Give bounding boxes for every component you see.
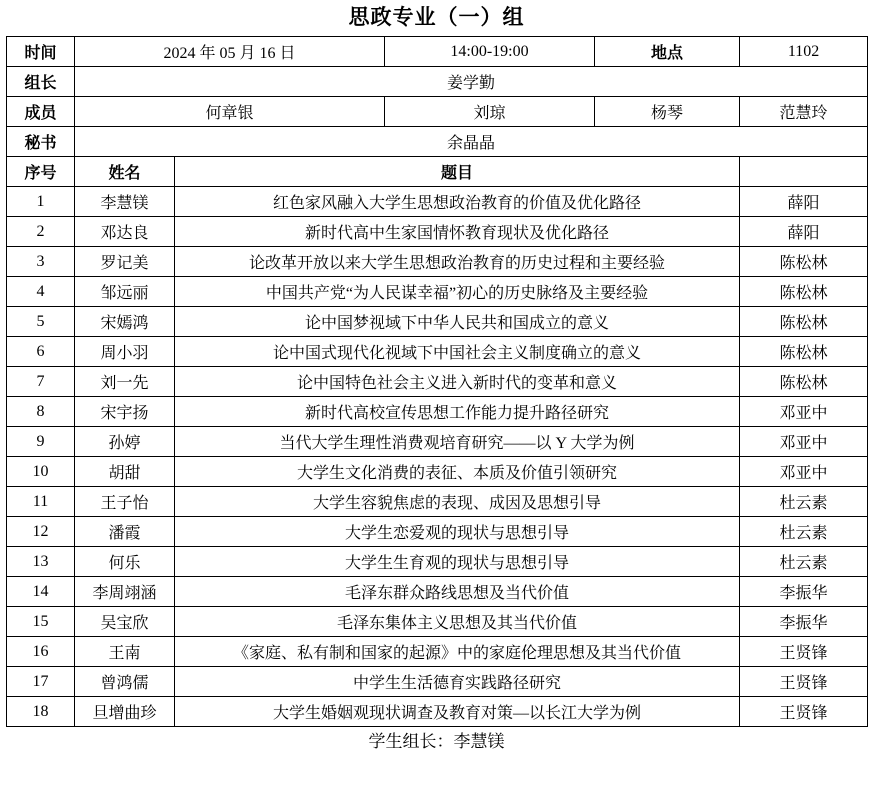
page-title: 思政专业（一）组 <box>348 5 525 29</box>
column-header-name: 姓名 <box>75 157 175 187</box>
table-row <box>7 397 868 427</box>
date-value: 2024 年 05 月 16 日 <box>75 37 385 67</box>
column-header-topic: 题目 <box>175 157 740 187</box>
row-index: 8 <box>7 397 75 427</box>
table-row-leader <box>7 67 868 97</box>
place-label: 地点 <box>595 37 740 67</box>
secretary-value: 余晶晶 <box>75 127 868 157</box>
table-row <box>7 367 868 397</box>
row-index: 1 <box>7 187 75 217</box>
table-row <box>7 667 868 697</box>
row-topic: 大学生婚姻观现状调查及教育对策—以长江大学为例 <box>175 697 740 727</box>
schedule-table <box>6 36 868 727</box>
row-topic: 论中国式现代化视域下中国社会主义制度确立的意义 <box>175 337 740 367</box>
table-row <box>7 607 868 637</box>
row-topic: 论中国特色社会主义进入新时代的变革和意义 <box>175 367 740 397</box>
row-advisor: 邓亚中 <box>740 397 868 427</box>
row-name: 罗记美 <box>75 247 175 277</box>
row-topic: 大学生生育观的现状与思想引导 <box>175 547 740 577</box>
row-topic: 中学生生活德育实践路径研究 <box>175 667 740 697</box>
row-name: 旦增曲珍 <box>75 697 175 727</box>
row-name: 李慧镁 <box>75 187 175 217</box>
row-topic: 《家庭、私有制和国家的起源》中的家庭伦理思想及其当代价值 <box>175 637 740 667</box>
row-name: 王南 <box>75 637 175 667</box>
member-4: 范慧玲 <box>740 97 868 127</box>
row-topic: 论改革开放以来大学生思想政治教育的历史过程和主要经验 <box>175 247 740 277</box>
row-advisor: 王贤锋 <box>740 637 868 667</box>
row-index: 5 <box>7 307 75 337</box>
row-name: 潘霞 <box>75 517 175 547</box>
row-name: 何乐 <box>75 547 175 577</box>
table-row-time <box>7 37 868 67</box>
row-name: 邹远丽 <box>75 277 175 307</box>
leader-label: 组长 <box>7 67 75 97</box>
table-row-secretary <box>7 127 868 157</box>
row-name: 孙婷 <box>75 427 175 457</box>
row-advisor: 王贤锋 <box>740 697 868 727</box>
row-name: 宋宇扬 <box>75 397 175 427</box>
time-label: 时间 <box>7 37 75 67</box>
row-index: 18 <box>7 697 75 727</box>
row-name: 吴宝欣 <box>75 607 175 637</box>
row-topic: 大学生文化消费的表征、本质及价值引领研究 <box>175 457 740 487</box>
table-header-row <box>7 157 868 187</box>
row-advisor: 陈松林 <box>740 307 868 337</box>
table-row <box>7 247 868 277</box>
column-header-index: 序号 <box>7 157 75 187</box>
row-advisor: 陈松林 <box>740 247 868 277</box>
time-value: 14:00-19:00 <box>385 37 595 67</box>
row-index: 6 <box>7 337 75 367</box>
leader-value: 姜学勤 <box>75 67 868 97</box>
table-row <box>7 277 868 307</box>
table-row <box>7 517 868 547</box>
row-topic: 大学生容貌焦虑的表现、成因及思想引导 <box>175 487 740 517</box>
row-name: 曾鸿儒 <box>75 667 175 697</box>
row-index: 7 <box>7 367 75 397</box>
table-row <box>7 187 868 217</box>
table-row <box>7 577 868 607</box>
row-name: 刘一先 <box>75 367 175 397</box>
table-row <box>7 307 868 337</box>
place-value: 1102 <box>740 37 868 67</box>
row-name: 胡甜 <box>75 457 175 487</box>
student-leader-footer: 学生组长：李慧镁 <box>368 732 505 751</box>
row-topic: 毛泽东群众路线思想及当代价值 <box>175 577 740 607</box>
table-row <box>7 457 868 487</box>
row-name: 宋嫣鸿 <box>75 307 175 337</box>
secretary-label: 秘书 <box>7 127 75 157</box>
member-2: 刘琼 <box>385 97 595 127</box>
row-advisor: 陈松林 <box>740 277 868 307</box>
member-1: 何章银 <box>75 97 385 127</box>
table-row <box>7 547 868 577</box>
row-topic: 毛泽东集体主义思想及其当代价值 <box>175 607 740 637</box>
table-row-members <box>7 97 868 127</box>
row-advisor: 杜云素 <box>740 517 868 547</box>
row-advisor: 邓亚中 <box>740 457 868 487</box>
row-index: 2 <box>7 217 75 247</box>
row-topic: 新时代高校宣传思想工作能力提升路径研究 <box>175 397 740 427</box>
row-advisor: 薛阳 <box>740 187 868 217</box>
row-advisor: 王贤锋 <box>740 667 868 697</box>
members-label: 成员 <box>7 97 75 127</box>
row-advisor: 邓亚中 <box>740 427 868 457</box>
table-row <box>7 337 868 367</box>
row-index: 14 <box>7 577 75 607</box>
row-advisor: 陈松林 <box>740 367 868 397</box>
member-3: 杨琴 <box>595 97 740 127</box>
row-advisor: 杜云素 <box>740 487 868 517</box>
row-topic: 新时代高中生家国情怀教育现状及优化路径 <box>175 217 740 247</box>
row-index: 10 <box>7 457 75 487</box>
row-index: 11 <box>7 487 75 517</box>
row-index: 15 <box>7 607 75 637</box>
table-row <box>7 427 868 457</box>
row-index: 16 <box>7 637 75 667</box>
row-topic: 当代大学生理性消费观培育研究——以 Y 大学为例 <box>175 427 740 457</box>
column-header-advisor <box>740 157 868 187</box>
row-name: 王子怡 <box>75 487 175 517</box>
row-index: 9 <box>7 427 75 457</box>
row-name: 邓达良 <box>75 217 175 247</box>
row-index: 12 <box>7 517 75 547</box>
row-topic: 红色家风融入大学生思想政治教育的价值及优化路径 <box>175 187 740 217</box>
row-topic: 论中国梦视域下中华人民共和国成立的意义 <box>175 307 740 337</box>
row-advisor: 李振华 <box>740 577 868 607</box>
row-index: 4 <box>7 277 75 307</box>
row-advisor: 薛阳 <box>740 217 868 247</box>
row-name: 李周翊涵 <box>75 577 175 607</box>
table-row <box>7 697 868 727</box>
row-advisor: 杜云素 <box>740 547 868 577</box>
row-index: 17 <box>7 667 75 697</box>
table-row <box>7 487 868 517</box>
row-index: 13 <box>7 547 75 577</box>
row-advisor: 陈松林 <box>740 337 868 367</box>
row-name: 周小羽 <box>75 337 175 367</box>
table-row <box>7 637 868 667</box>
row-topic: 中国共产党“为人民谋幸福”初心的历史脉络及主要经验 <box>175 277 740 307</box>
row-index: 3 <box>7 247 75 277</box>
row-advisor: 李振华 <box>740 607 868 637</box>
row-topic: 大学生恋爱观的现状与思想引导 <box>175 517 740 547</box>
table-row <box>7 217 868 247</box>
